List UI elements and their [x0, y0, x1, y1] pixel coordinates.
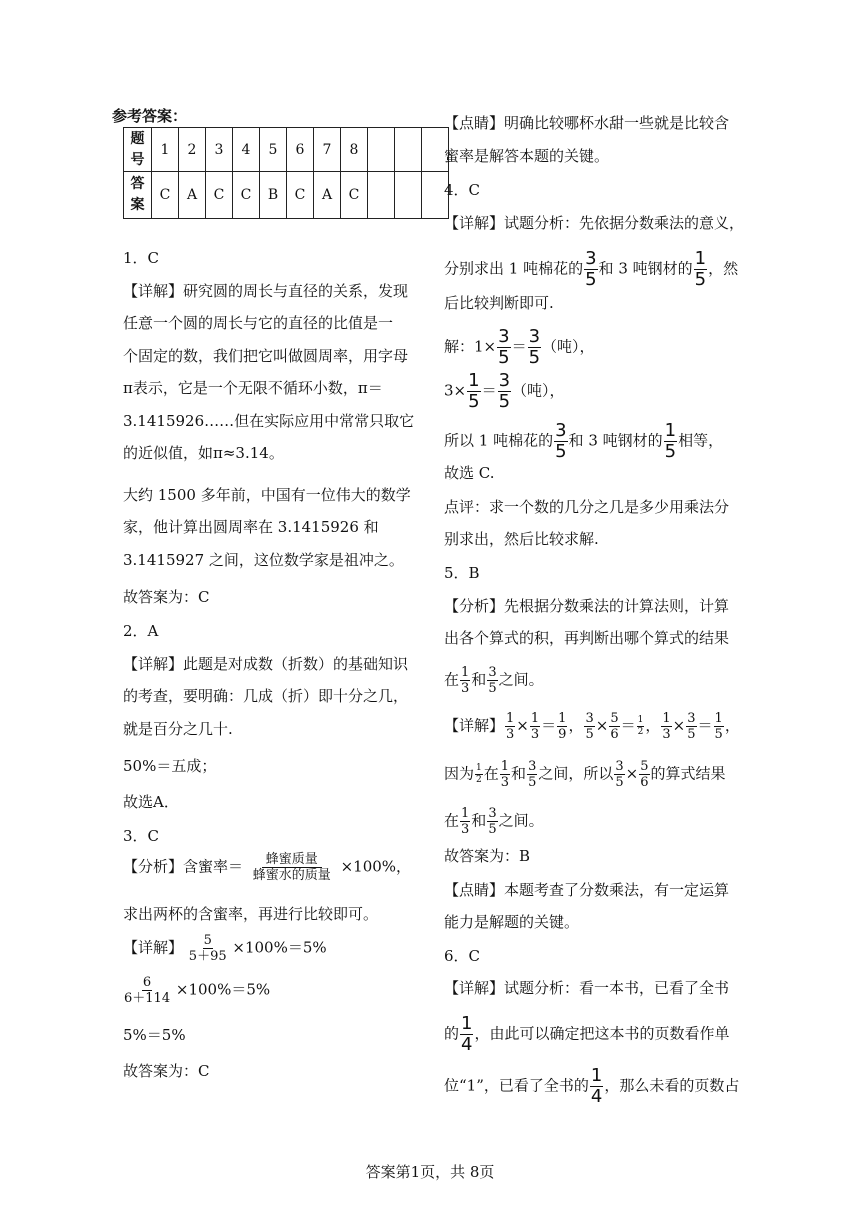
fraction-numerator: 1: [468, 370, 480, 391]
fraction-denominator: 5: [585, 727, 594, 742]
q1-text-line: 大约 1500 多年前，中国有一位伟大的数学: [123, 486, 411, 504]
q2-text-line: 就是百分之几十.: [123, 720, 233, 738]
fraction-denominator: 5: [687, 727, 696, 742]
text-segment: ，: [724, 716, 740, 735]
fraction-numerator: 3: [615, 759, 624, 774]
one-third-fraction: [505, 712, 515, 741]
fraction-numerator: 3: [585, 248, 597, 269]
five-sixths-fraction: [609, 712, 619, 741]
fraction-numerator: 1: [530, 711, 540, 726]
q1-answer: 故答案为：C: [123, 588, 210, 606]
fraction-denominator: 6: [610, 727, 619, 742]
q4-text-line: [444, 250, 738, 289]
q3-answer: 故答案为：C: [123, 1062, 210, 1080]
question-number-cell: 4: [233, 128, 260, 172]
q2-answer: 故选A．: [123, 793, 179, 811]
text-segment: ＝: [620, 716, 636, 735]
one-third-fraction: [500, 760, 510, 789]
fraction-denominator: 5: [498, 391, 511, 412]
text-segment: 因为: [444, 764, 475, 783]
q6-text-line: [444, 1015, 729, 1054]
q5-text-line: 【分析】先根据分数乘法的计算法则，计算: [444, 597, 730, 615]
fraction-numerator: 1: [714, 711, 723, 726]
one-third-fraction: [661, 712, 671, 741]
fraction-numerator: 1: [662, 711, 671, 726]
calc-result: ×100%＝5%: [232, 938, 327, 957]
q1-text-line: 家，他计算出圆周率在 3.1415926 和: [123, 518, 379, 536]
row-header-number: 题号: [124, 128, 152, 172]
fraction-denominator: 3: [662, 727, 671, 742]
fraction-denominator: 5: [694, 269, 707, 290]
fraction-denominator: 9: [558, 727, 567, 742]
three-fifths-fraction: [614, 760, 624, 789]
cup2-fraction: [124, 976, 170, 1005]
text-segment: ，: [645, 716, 661, 735]
one-fourth-fraction: [460, 1015, 473, 1054]
three-fifths-fraction: [487, 807, 497, 836]
fraction-denominator: 4: [590, 1086, 603, 1107]
three-fifths-fraction: [584, 712, 594, 741]
text-segment: 和 3 吨钢材的: [568, 431, 663, 450]
text-segment: 【详解】: [444, 716, 505, 735]
q3-note-line: 蜜率是解答本题的关键。: [444, 147, 610, 165]
text-segment: 在: [444, 811, 460, 830]
fraction-denominator: 6＋114: [124, 991, 171, 1006]
q5-note-line: 【点睛】本题考查了分数乘法，有一定运算: [444, 881, 730, 899]
text-segment: 和: [471, 811, 487, 830]
answer-cell: A: [179, 172, 206, 219]
text-segment: ＝: [511, 337, 527, 356]
fraction-denominator: 5: [555, 441, 567, 462]
text-segment: 解：1×: [444, 337, 497, 356]
fraction-denominator: 3: [506, 727, 515, 742]
text-segment: ＝: [481, 381, 497, 400]
q3-analysis-formula: [123, 853, 411, 882]
answer-cell: A: [314, 172, 341, 219]
q5-calc-line: [444, 712, 740, 741]
fraction-denominator: 5: [585, 269, 597, 290]
calc-label: 【详解】: [123, 938, 184, 957]
one-half-fraction: [637, 716, 645, 737]
q4-text-line: [444, 422, 723, 461]
three-fifths-fraction: [487, 666, 497, 695]
three-fifths-fraction: [498, 372, 511, 411]
fraction-numerator: 1: [506, 711, 515, 726]
fraction-numerator: 5: [640, 759, 649, 774]
q3-heading: 3．C: [123, 827, 160, 845]
fraction-numerator: 3: [687, 711, 696, 726]
question-number-cell: 6: [287, 128, 314, 172]
one-fourth-fraction: [590, 1067, 603, 1106]
question-number-cell: 3: [206, 128, 233, 172]
q5-text-line: [444, 807, 544, 836]
q5-heading: 5．B: [444, 564, 480, 582]
q5-answer: 故答案为：B: [444, 847, 531, 865]
q6-text-line: [444, 1067, 739, 1106]
q1-text-line: 的近似值，如π≈3.14。: [123, 444, 284, 462]
question-number-cell: [368, 128, 395, 172]
fraction-numerator: 3: [528, 326, 541, 347]
three-fifths-fraction: [497, 328, 510, 367]
q3-calc-line: [123, 976, 270, 1005]
text-segment: 位“1”，已看了全书的: [444, 1076, 589, 1095]
q4-text-line: 后比较判断即可.: [444, 294, 554, 312]
answer-table-title: 参考答案：: [112, 107, 188, 125]
fraction-denominator: 5: [615, 775, 624, 790]
q1-text-line: 个固定的数，我们把它叫做圆周率，用字母: [123, 347, 409, 365]
honey-rate-fraction: [249, 853, 335, 882]
q1-text-line: 任意一个圆的周长与它的直径的比值是一: [123, 314, 394, 332]
page-footer: 答案第1页，共 8页: [365, 1163, 495, 1181]
text-segment: 在: [444, 670, 460, 689]
three-fifths-fraction: [527, 760, 537, 789]
q3-calc-line: [123, 934, 327, 963]
answer-cell: C: [206, 172, 233, 219]
fraction-denominator: 5: [714, 727, 723, 742]
one-third-fraction: [460, 807, 470, 836]
five-sixths-fraction: [639, 760, 649, 789]
one-fifth-fraction: [467, 372, 480, 411]
fraction-denominator: 3: [461, 822, 470, 837]
fraction-denominator: 5: [528, 775, 537, 790]
fraction-denominator: 5: [468, 391, 480, 412]
question-number-cell: [395, 128, 422, 172]
one-fifth-fraction: [694, 250, 707, 289]
q2-text-line: 的考查，要明确：几成（折）即十分之几，: [123, 687, 409, 705]
text-segment: ×: [625, 764, 639, 783]
question-number-cell: 2: [179, 128, 206, 172]
fraction-numerator: 5: [203, 933, 212, 948]
answer-cell: [368, 172, 395, 219]
fraction-numerator: 6: [142, 975, 152, 990]
q6-text-line: 【详解】试题分析：看一本书，已看了全书: [444, 979, 730, 997]
text-segment: 之间，所以: [538, 764, 614, 783]
fraction-numerator: 1: [694, 248, 707, 269]
fraction-numerator: 1: [461, 1013, 473, 1034]
one-fifth-fraction: [664, 422, 677, 461]
fraction-numerator: 1: [461, 806, 470, 821]
fraction-numerator: 3: [488, 665, 497, 680]
q5-text-line: [444, 760, 726, 789]
text-segment: 之间。: [498, 811, 544, 830]
text-segment: ，: [568, 716, 584, 735]
answer-cell: [395, 172, 422, 219]
q1-text-line: π表示，它是一个无限不循环小数，π＝: [123, 379, 383, 397]
q3-text-line: 5%＝5%: [123, 1026, 186, 1044]
answer-cell: C: [152, 172, 179, 219]
q4-calc-line: [444, 328, 595, 367]
fraction-numerator: 1: [461, 665, 470, 680]
q1-text-line: 3.1415926……但在实际应用中常常只取它: [123, 412, 415, 430]
one-ninth-fraction: [557, 712, 567, 741]
text-segment: 和: [471, 670, 487, 689]
q1-text-line: 3.1415927 之间，这位数学家是祖冲之。: [123, 551, 404, 569]
q1-text-line: 【详解】研究圆的周长与直径的关系，发现: [123, 282, 409, 300]
answer-table-row-answers: [124, 172, 449, 219]
fraction-denominator: 蜂蜜水的质量: [252, 868, 331, 883]
q3-text-line: 求出两杯的含蜜率，再进行比较即可。: [123, 905, 379, 923]
three-fifths-fraction: [584, 250, 597, 289]
q5-note-line: 能力是解题的关键。: [444, 913, 580, 931]
text-segment: ＝: [697, 716, 713, 735]
text-segment: ，由此可以确定把这本书的页数看作单: [474, 1024, 730, 1043]
text-segment: 和: [511, 764, 527, 783]
fraction-denominator: 5: [528, 347, 541, 368]
fraction-denominator: 5: [488, 822, 497, 837]
fraction-denominator: 5＋95: [188, 949, 227, 964]
fraction-numerator: 3: [498, 370, 511, 391]
fraction-denominator: 3: [461, 681, 470, 696]
text-segment: 分别求出 1 吨棉花的: [444, 259, 584, 278]
text-segment: ×: [595, 716, 609, 735]
three-fifths-fraction: [528, 328, 541, 367]
answer-table-row-numbers: [124, 128, 449, 172]
q2-text-line: 【详解】此题是对成数（折数）的基础知识: [123, 655, 409, 673]
fraction-numerator: 5: [610, 711, 619, 726]
fraction-denominator: 5: [664, 441, 677, 462]
question-number-cell: 5: [260, 128, 287, 172]
fraction-denominator: 2: [476, 775, 482, 785]
fraction-numerator: 3: [498, 326, 510, 347]
fraction-denominator: 5: [498, 347, 510, 368]
question-number-cell: 1: [152, 128, 179, 172]
text-segment: ×: [672, 716, 686, 735]
fraction-numerator: 3: [555, 420, 567, 441]
fraction-numerator: 1: [590, 1065, 603, 1086]
formula-label: 【分析】含蜜率＝: [123, 857, 244, 876]
fraction-denominator: 4: [461, 1034, 473, 1055]
fraction-numerator: 3: [488, 806, 497, 821]
text-segment: 之间。: [498, 670, 544, 689]
q1-heading: 1．C: [123, 249, 160, 267]
text-segment: （吨），: [542, 337, 595, 356]
fraction-denominator: 3: [530, 727, 540, 742]
q4-text-line: 【详解】试题分析：先依据分数乘法的意义，: [444, 214, 745, 232]
text-segment: 3×: [444, 381, 467, 400]
text-segment: 的: [444, 1024, 460, 1043]
text-segment: （吨），: [512, 381, 565, 400]
fraction-numerator: 蜂蜜质量: [262, 853, 322, 868]
answer-cell: C: [341, 172, 368, 219]
q4-comment-line: 点评：求一个数的几分之几是多少用乘法分: [444, 498, 730, 516]
one-third-fraction: [460, 666, 470, 695]
answer-cell: C: [233, 172, 260, 219]
fraction-numerator: 1: [664, 420, 677, 441]
text-segment: 和 3 吨钢材的: [598, 259, 693, 278]
q3-note-line: 【点睛】明确比较哪杯水甜一些就是比较含: [444, 114, 730, 132]
fraction-denominator: 6: [640, 775, 649, 790]
one-fifth-fraction: [714, 712, 724, 741]
fraction-numerator: 3: [585, 711, 594, 726]
calc-result: ×100%＝5%: [175, 980, 271, 999]
fraction-numerator: 1: [500, 759, 510, 774]
one-half-fraction: [475, 764, 483, 785]
text-segment: ×: [516, 716, 529, 735]
text-segment: 在: [483, 764, 499, 783]
q5-text-line: 出各个算式的积，再判断出哪个算式的结果: [444, 629, 730, 647]
answer-cell: B: [260, 172, 287, 219]
q2-text-line: 50%＝五成；: [123, 757, 217, 775]
fraction-numerator: 3: [528, 759, 537, 774]
fraction-denominator: 5: [488, 681, 497, 696]
text-segment: ，那么未看的页数占: [604, 1076, 740, 1095]
q2-heading: 2．A: [123, 622, 159, 640]
fraction-numerator: 1: [476, 763, 482, 773]
text-segment: 相等，: [678, 431, 724, 450]
q4-answer: 故选 C.: [444, 464, 495, 482]
three-fifths-fraction: [554, 422, 567, 461]
question-number-cell: 8: [341, 128, 368, 172]
three-fifths-fraction: [686, 712, 696, 741]
q5-text-line: [444, 666, 544, 695]
fraction-numerator: 1: [637, 715, 644, 725]
fraction-numerator: 1: [558, 711, 567, 726]
text-segment: 的算式结果: [650, 764, 726, 783]
q4-heading: 4．C: [444, 181, 481, 199]
answer-table: [123, 127, 449, 219]
text-segment: ＝: [541, 716, 557, 735]
text-segment: ，然: [708, 259, 739, 278]
q4-comment-line: 别求出，然后比较求解.: [444, 530, 599, 548]
cup1-fraction: [189, 934, 227, 963]
q4-calc-line: [444, 372, 565, 411]
q6-heading: 6．C: [444, 947, 481, 965]
formula-tail: ×100%，: [340, 857, 412, 876]
text-segment: 所以 1 吨棉花的: [444, 431, 554, 450]
fraction-denominator: 3: [500, 775, 510, 790]
answer-cell: C: [287, 172, 314, 219]
fraction-denominator: 2: [637, 727, 644, 737]
one-third-fraction: [530, 712, 540, 741]
question-number-cell: 7: [314, 128, 341, 172]
row-header-answer: 答案: [124, 172, 152, 219]
